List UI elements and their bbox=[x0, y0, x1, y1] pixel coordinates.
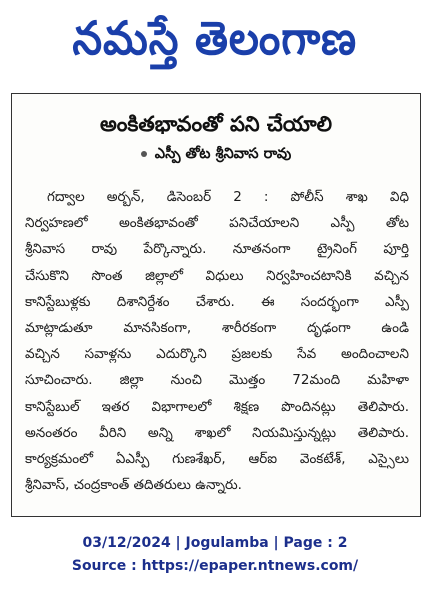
newspaper-masthead bbox=[0, 4, 430, 84]
body-line: శ్రీనివాస రావు పేర్కొన్నారు. నూతనంగా ట్రైనింగ్ పూర్తి bbox=[25, 241, 409, 258]
body-line: కార్యక్రమంలో ఏఎస్పీ గుణశేఖర్, ఆర్ఐ వెంకటేశ్, ఎస్సైలు bbox=[25, 451, 409, 468]
footer-source: Source : https://epaper.ntnews.com/ bbox=[71, 558, 359, 574]
body-line: కానిస్టేబుల్ ఇతర విభాగాలలో శిక్షణ పొందినట్లు తెలిపారు. bbox=[25, 398, 409, 415]
masthead-title: నమస్తే తెలంగాణ bbox=[72, 11, 358, 65]
body-line: వచ్చిన సవాళ్లను ఎదుర్కొని ప్రజలకు సేవ అందించాలని bbox=[25, 346, 409, 363]
bullet-icon bbox=[141, 151, 147, 157]
body-line: అనంతరం వీరిని అన్ని శాఖలో నియమిస్తున్నట్లు తెలిపారు. bbox=[25, 424, 409, 441]
article-subheading bbox=[12, 146, 420, 166]
body-line: శ్రీనివాస్, చంద్రకాంత్ తదితరులు ఉన్నారు. bbox=[25, 477, 242, 494]
body-line: నిర్వహణలో అంకితభావంతో పనిచేయాలని ఎస్పీ తోట bbox=[25, 215, 409, 232]
body-line: కానిస్టేబుళ్లకు దిశానిర్దేశం చేశారు. ఈ సందర్భంగా ఎస్పీ bbox=[25, 293, 409, 310]
subheading-text: ఎస్పీ తోట శ్రీనివాస రావు bbox=[154, 146, 292, 162]
body-line: గద్వాల అర్బన్, డిసెంబర్ 2 : పోలీస్ శాఖ విధి bbox=[47, 189, 409, 205]
body-line: మాట్లాడుతూ మానసికంగా, శారీరకంగా దృఢంగా ఉండి bbox=[25, 320, 409, 337]
footer-meta: 03/12/2024 | Jogulamba | Page : 2 bbox=[82, 535, 348, 551]
article-body bbox=[25, 184, 409, 498]
body-line: సూచించారు. జిల్లా నుంచి మొత్తం 72మంది మహిళా bbox=[25, 372, 409, 389]
body-line: చేసుకొని సొంత జిల్లాలో విధులు నిర్వహించటానికి వచ్చిన bbox=[25, 267, 409, 284]
article-headline: అంకితభావంతో పని చేయాలి bbox=[99, 112, 333, 136]
article-clipping bbox=[11, 93, 421, 517]
